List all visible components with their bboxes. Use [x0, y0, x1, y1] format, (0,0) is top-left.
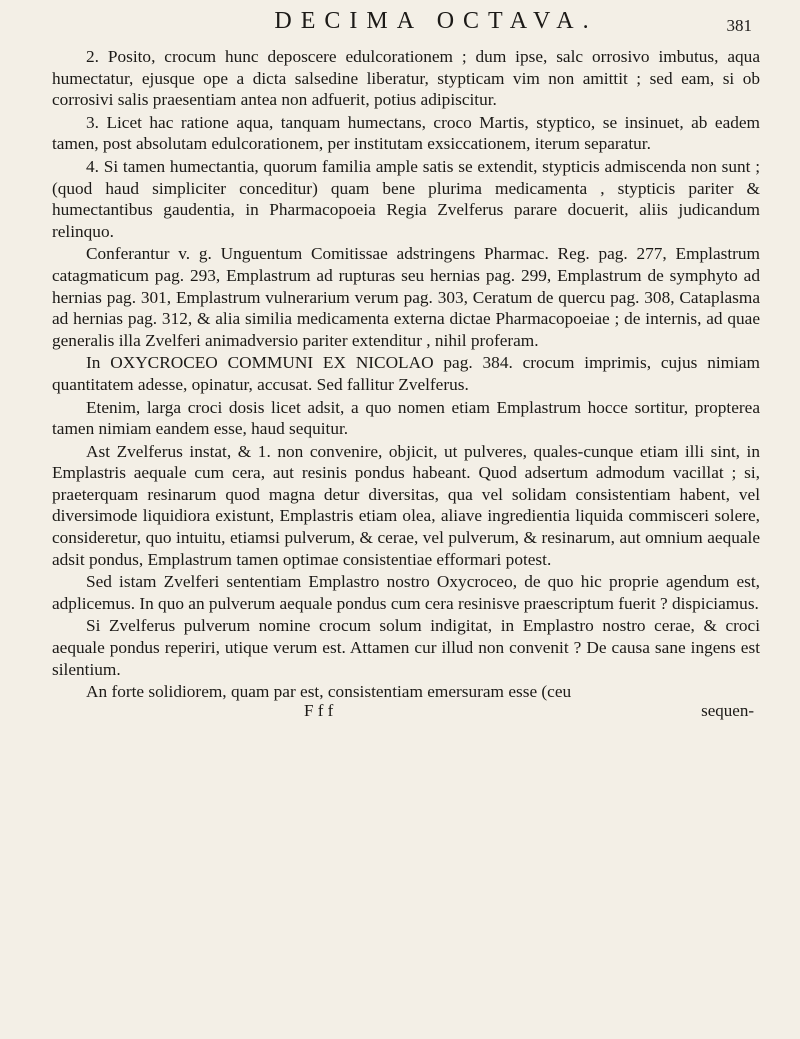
page-footer [52, 701, 760, 721]
paragraph-oxycroceo: In OXYCROCEO COMMUNI EX NICOLAO pag. 384. crocum imprimis, cujus nimiam quantitatem adesse, opinatur, accusat. Sed fallitur Zvelferus. [52, 353, 760, 394]
paragraph-2: 2. Posito, crocum hunc deposcere edulcorationem ; dum ipse, salc orrosivo imbutus, aqua humectatur, ejusque ope a dicta salsedine liberatur, stypticam vim non amittit ; sed eam, si ob corrosivi salis praesentiam antea non adfuerit, potius adipiscitur. [52, 47, 760, 110]
paragraph-sed: Sed istam Zvelferi sententiam Emplastro nostro Oxycroceo, de quo hic proprie agendum est, adplicemus. In quo an pulverum aequale pondus cum cera resinisve praescriptum fuerit ? dispiciamus. [52, 572, 760, 613]
paragraph-etenim: Etenim, larga croci dosis licet adsit, a quo nomen etiam Emplastrum hocce sortitur, propterea tamen nimiam eandem esse, haud sequitur. [52, 397, 760, 439]
paragraph-an-forte: An forte solidiorem, quam par est, consistentiam emersuram esse (ceu [86, 682, 572, 702]
page-number: 381 [726, 16, 752, 35]
catchword: sequen- [701, 700, 754, 720]
paragraph-3: 3. Licet hac ratione aqua, tanquam humectans, croco Martis, styptico, se insinuet, ab eadem tamen, post absolutam edulcorationem, per institutam exsiccationem, iterum separatur. [52, 112, 760, 154]
paragraph-si: Si Zvelferus pulverum nomine crocum solum indigitat, in Emplastro nostro cerae, & croci aequale pondus reperiri, utique verum est. Attamen cur illud non convenit ? De causa sane ingens est silentium. [52, 616, 760, 679]
body-text [52, 46, 760, 703]
paragraph-conferantur: Conferantur v. g. Unguentum Comitissae adstringens Pharmac. Reg. pag. 277, Emplastrum catagmaticum pag. 293, Emplastrum ad rupturas seu hernias pag. 299, Emplastrum de symphyto ad hernias pag. 301, Emplastrum vulnerarium verum pag. 303, Ceratum de quercu pag. 308, Cataplasma ad hernias pag. 312, & alia similia medicamenta externa dictae Pharmacopoeiae ; de internis, ad quae generalis illa Zvelferi animadversio pariter extenditur , nihil proferam. [52, 244, 760, 350]
page-header [52, 8, 760, 46]
paragraph-4: 4. Si tamen humectantia, quorum familia ample satis se extendit, stypticis admiscenda non sunt ; (quod haud simpliciter conceditur) quam bene plurima medicamenta , stypticis pariter & humectantibus gaudentia, in Pharmacopoeia Regia Zvelferus parare docuerit, aliis judicandum relinquo. [52, 156, 760, 241]
paragraph-ast: Ast Zvelferus instat, & 1. non convenire, objicit, ut pulveres, quales-cunque etiam illi sint, in Emplastris aequale cum cera, aut resinis pondus habeant. Quod adsertum admodum vacillat ; si, praeterquam resinarum quod magna detur diversitas, qua vel solidam consistentiam habent, vel diversimode liquidiora existunt, Emplastris etiam olea, aliave ingredientia liquida commisceri solere, consideretur, quo intuitu, etiamsi pulverum, & cerae, vel pulverum, & resinarum, aut omnium aequale adsit pondus, Emplastrum tamen optimae consistentiae efformari potest. [52, 441, 760, 569]
signature-mark: F f f [304, 700, 334, 720]
running-title: DECIMA OCTAVA. [274, 8, 598, 34]
